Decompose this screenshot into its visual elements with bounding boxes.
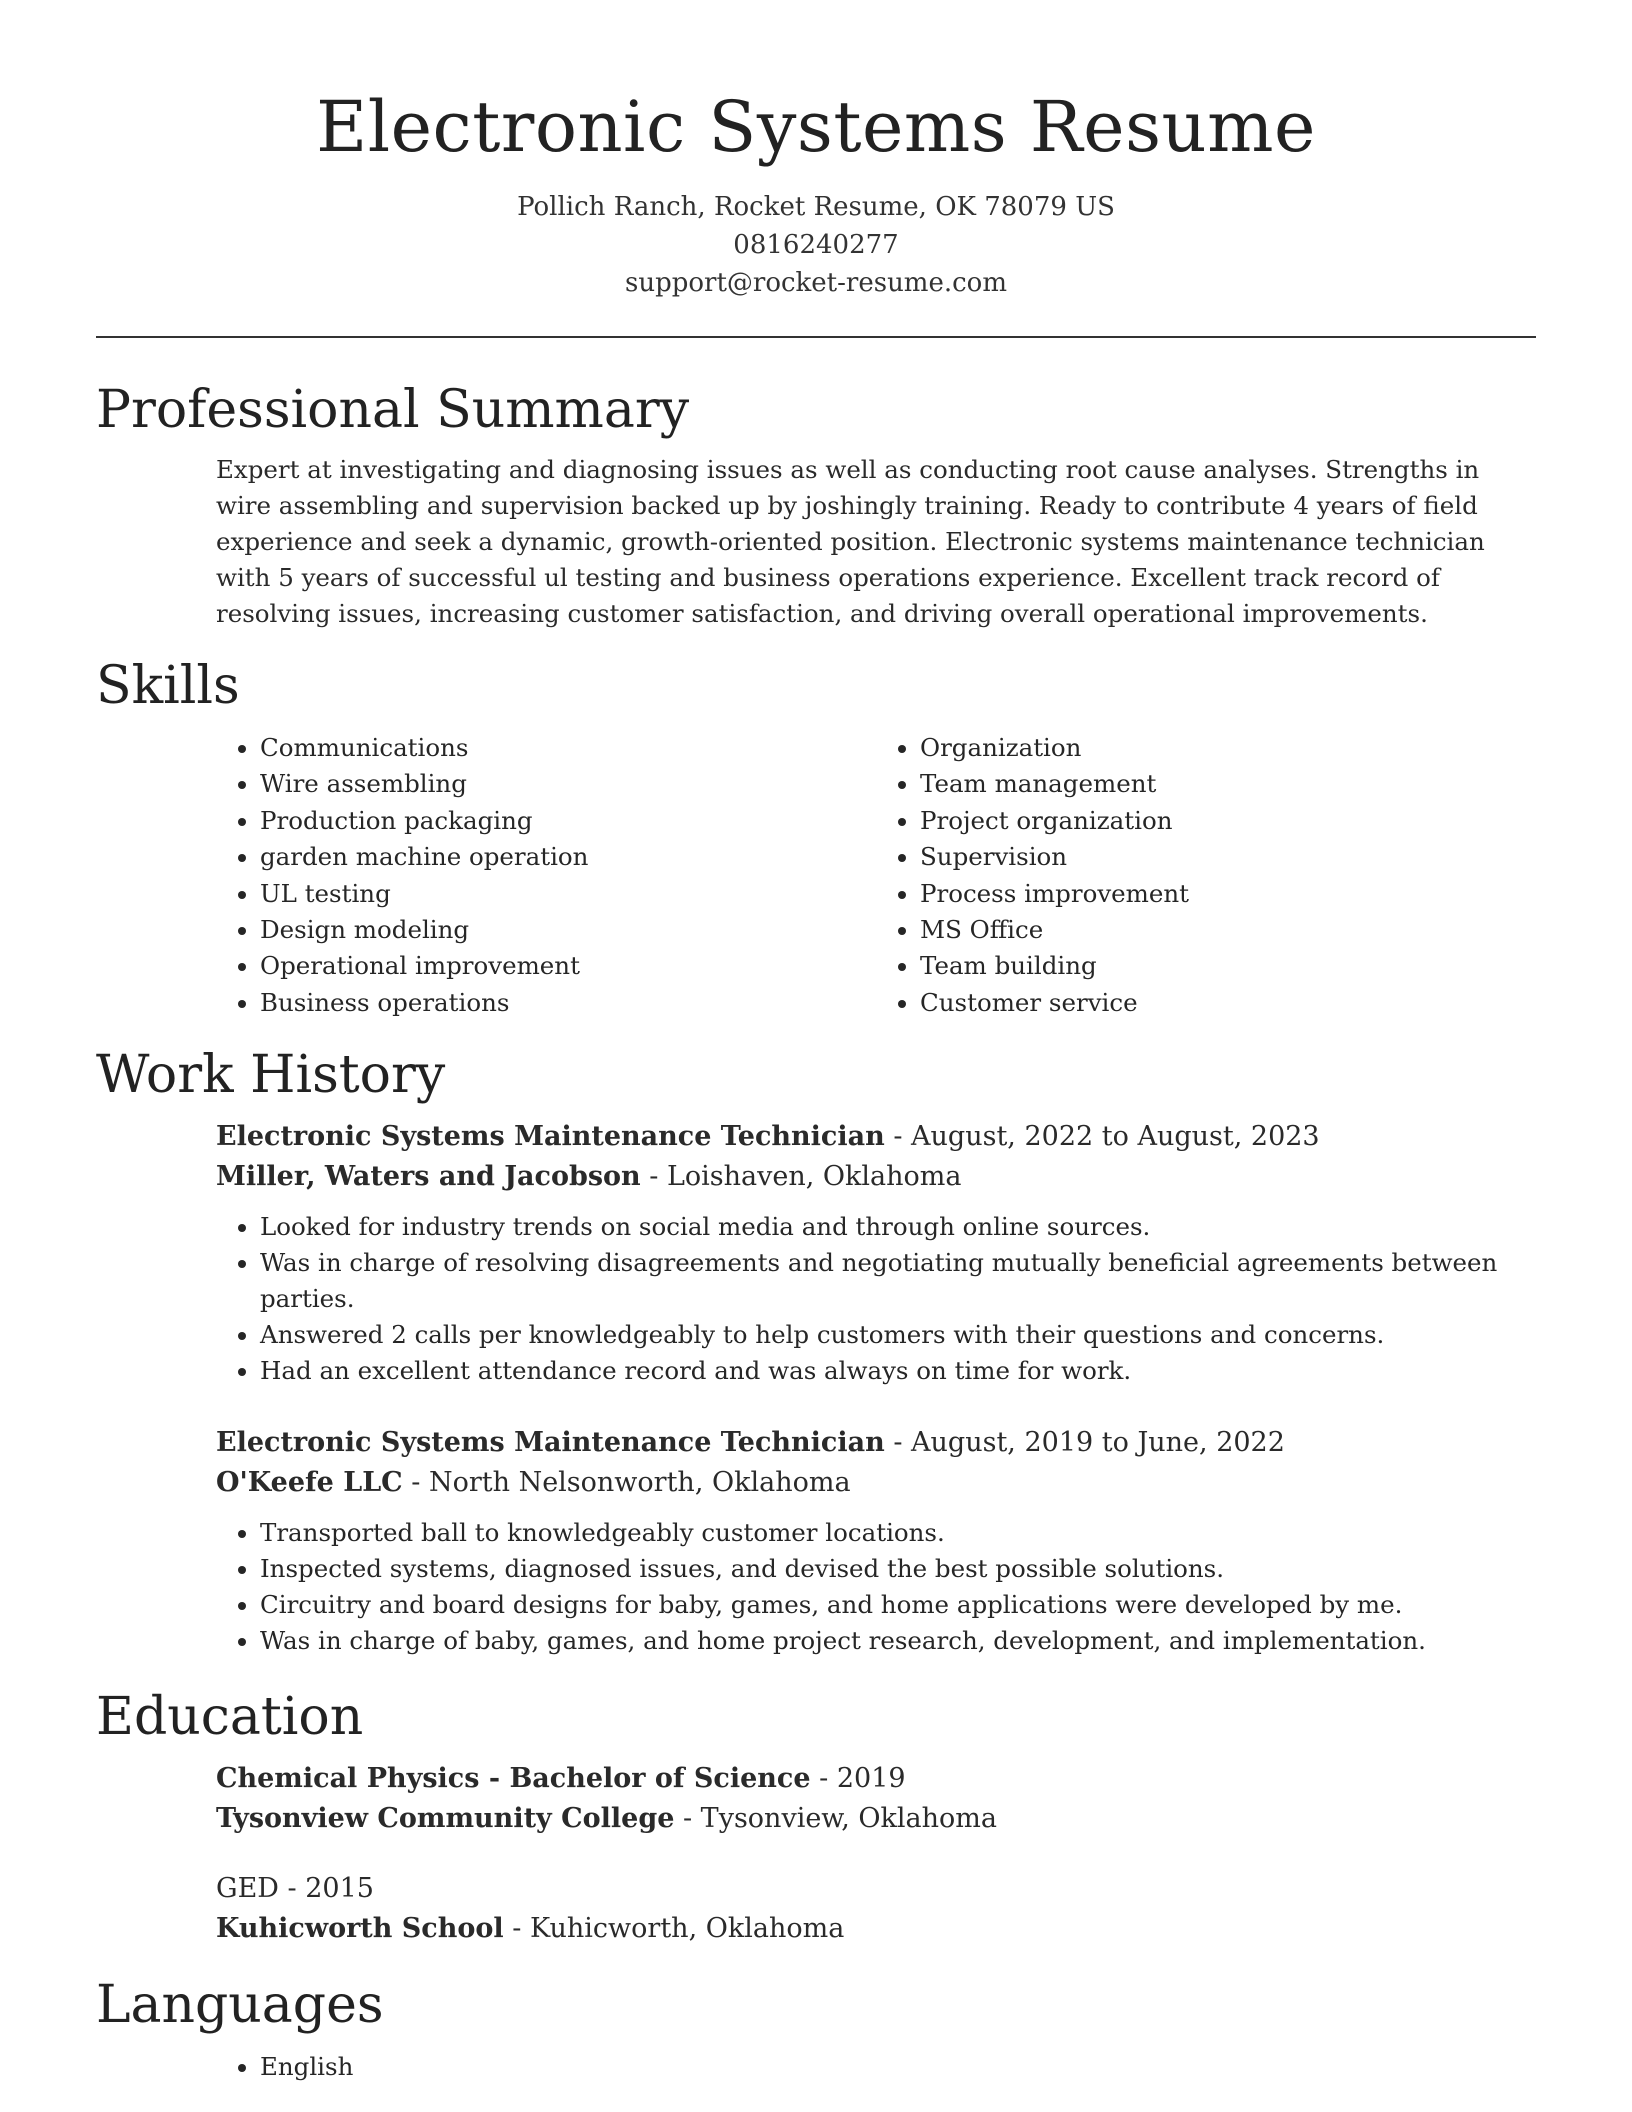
skill-item: • Production packaging (260, 803, 876, 839)
skill-item: • MS Office (920, 912, 1536, 948)
resume-title: Electronic Systems Resume (316, 86, 1316, 168)
skill-item: • UL testing (260, 876, 876, 912)
education-school: Tysonview Community College (216, 1803, 675, 1835)
languages-heading: Languages (96, 1975, 384, 2036)
job-entry (96, 1423, 1536, 1659)
header-divider (96, 336, 1536, 338)
job-title-line (216, 1117, 1536, 1157)
skills-heading: Skills (96, 656, 240, 716)
job-company: Miller, Waters and Jacobson (216, 1161, 641, 1193)
summary-text: Expert at investigating and diagnosing issues as well as conducting root cause analyses. Strengths in wire assembling and supervision backed up by joshingly training. Ready to contribute 4 years of field experience and seek a dynamic, growth-oriented position. Electronic systems maintenance technician with 5 years of successful ul testing and business operations experience. Excellent track record of resolving issues, increasing customer satisfaction, and driving overall operational improvements. (216, 455, 1485, 628)
job-bullet: • Transported ball to knowledgeably customer locations. (260, 1515, 1536, 1551)
skills-right-list (876, 730, 1536, 1021)
contact-phone: 0816240277 (733, 230, 899, 260)
education-school-line (216, 1799, 1536, 1839)
skill-item: • Supervision (920, 839, 1536, 875)
skill-item: • Team building (920, 948, 1536, 984)
skill-item: • Design modeling (260, 912, 876, 948)
job-dates: - August, 2019 to June, 2022 (884, 1427, 1285, 1459)
skill-item: • Business operations (260, 985, 876, 1021)
skill-item: • Team management (920, 766, 1536, 802)
job-role: Electronic Systems Maintenance Technician (216, 1121, 885, 1153)
skills-columns (216, 730, 1536, 1021)
education-degree: Chemical Physics - Bachelor of Science (216, 1763, 811, 1795)
education-school: Kuhicworth School (216, 1913, 504, 1945)
job-location: - North Nelsonworth, Oklahoma (402, 1467, 851, 1499)
education-heading: Education (96, 1687, 364, 1748)
education-location: - Tysonview, Oklahoma (674, 1803, 997, 1835)
job-company-line (216, 1463, 1536, 1503)
education-location: - Kuhicworth, Oklahoma (503, 1913, 845, 1945)
languages-list (96, 2049, 1536, 2085)
job-bullets (96, 1515, 1536, 1659)
job-entry (96, 1117, 1536, 1389)
job-bullet: • Inspected systems, diagnosed issues, and devised the best possible solutions. (260, 1551, 1536, 1587)
resume-header (96, 0, 1536, 302)
job-title-line (216, 1423, 1536, 1463)
job-bullets (96, 1209, 1536, 1389)
work-history-heading: Work History (96, 1045, 446, 1106)
education-entry (96, 1869, 1536, 1949)
education-degree: GED (216, 1873, 279, 1905)
job-bullet: • Looked for industry trends on social media and through online sources. (260, 1209, 1536, 1245)
contact-address: Pollich Ranch, Rocket Resume, OK 78079 US (517, 192, 1115, 222)
job-bullet: • Had an excellent attendance record and was always on time for work. (260, 1353, 1536, 1389)
skill-item: • garden machine operation (260, 839, 876, 875)
skill-item: • Wire assembling (260, 766, 876, 802)
education-year: - 2019 (810, 1763, 906, 1795)
job-location: - Loishaven, Oklahoma (640, 1161, 962, 1193)
education-degree-line (216, 1759, 1536, 1799)
job-role: Electronic Systems Maintenance Technician (216, 1427, 885, 1459)
job-bullet: • Was in charge of resolving disagreements and negotiating mutually beneficial agreements between parties. (260, 1245, 1536, 1317)
education-school-line (216, 1909, 1536, 1949)
job-company-line (216, 1157, 1536, 1197)
education-entry (96, 1759, 1536, 1839)
skill-item: • Operational improvement (260, 948, 876, 984)
education-year: - 2015 (278, 1873, 374, 1905)
contact-email: support@rocket-resume.com (624, 268, 1007, 298)
skill-item: • Customer service (920, 985, 1536, 1021)
skill-item: • Communications (260, 730, 876, 766)
job-company: O'Keefe LLC (216, 1467, 403, 1499)
job-bullet: • Circuitry and board designs for baby, games, and home applications were developed by me. (260, 1587, 1536, 1623)
skill-item: • Organization (920, 730, 1536, 766)
summary-heading: Professional Summary (96, 380, 690, 440)
job-dates: - August, 2022 to August, 2023 (884, 1121, 1320, 1153)
skill-item: • Process improvement (920, 876, 1536, 912)
education-degree-line (216, 1869, 1536, 1909)
job-bullet: • Was in charge of baby, games, and home project research, development, and implementation. (260, 1623, 1536, 1659)
job-bullet: • Answered 2 calls per knowledgeably to help customers with their questions and concerns. (260, 1317, 1536, 1353)
skills-left-list (216, 730, 876, 1021)
language-item: • English (260, 2049, 1536, 2085)
skill-item: • Project organization (920, 803, 1536, 839)
